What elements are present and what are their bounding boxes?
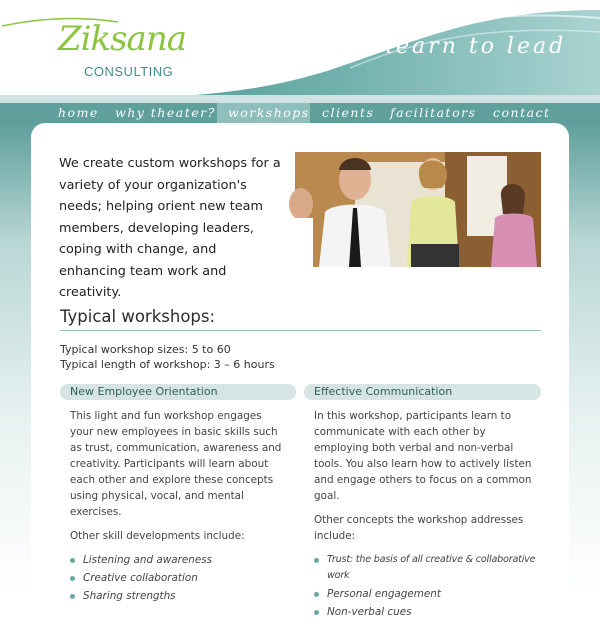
bullet-icon [314,558,319,563]
site-header [0,0,600,103]
logo-swoosh-icon [0,0,120,30]
bullet-icon [314,592,319,597]
workshop-sizes: Typical workshop sizes: 5 to 60 [60,343,231,356]
column-description: This light and fun workshop engages your new employees in basic skills such as trust, communication, awareness and creativity. Participants will learn about each other and explore these concepts using physical, vocal, and mental exercises. [70,410,282,518]
column-title-new-employee-orientation: New Employee Orientation [60,384,296,400]
list-item: Listening and awareness [70,552,288,568]
typical-workshops-heading: Typical workshops: [60,307,216,326]
nav-facilitators[interactable]: facilitators [390,105,477,120]
bullet-icon [70,558,75,563]
column-subheading: Other skill developments include: [70,530,245,542]
column-subheading: Other concepts the workshop addresses include: [314,514,524,542]
workshop-length: Typical length of workshop: 3 – 6 hours [60,358,275,371]
intro-text: We create custom workshops for a variety of your organization's needs; helping orient new team members, developing leaders, coping with change, and enhancing team work and creativity. [59,156,281,300]
nav-home[interactable]: home [58,105,99,120]
workshop-photo [295,152,541,267]
tagline: learn to lead [386,34,567,59]
nav-workshops[interactable]: workshops [217,103,310,123]
list-item: Non-verbal cues [314,604,536,620]
concepts-list [314,552,536,620]
workshop-photo-image [295,152,541,267]
list-item: Personal engagement [314,586,536,602]
column-effective-communication [314,408,536,622]
list-item: Creative collaboration [70,570,288,586]
bullet-icon [314,610,319,615]
logo-subtitle: CONSULTING [84,64,174,79]
content-panel [31,123,569,618]
column-title-effective-communication: Effective Communication [304,384,541,400]
nav-why-theater[interactable]: why theater? [115,105,216,120]
column-description: In this workshop, participants learn to communicate with each other by employing both verbal and non-verbal tools. You also learn how to actively listen and engage others to focus on a common goal. [314,410,532,502]
bullet-icon [70,576,75,581]
main-nav [0,103,600,123]
bullet-icon [70,594,75,599]
skills-list [70,552,288,604]
heading-divider [60,330,541,331]
list-item: Sharing strengths [70,588,288,604]
nav-contact[interactable]: contact [493,105,551,120]
logo-wordmark[interactable]: Ziksana [58,19,186,59]
nav-clients[interactable]: clients [322,105,375,120]
column-new-employee-orientation [70,408,288,606]
list-item: Trust: the basis of all creative & collaborative work [314,552,536,584]
